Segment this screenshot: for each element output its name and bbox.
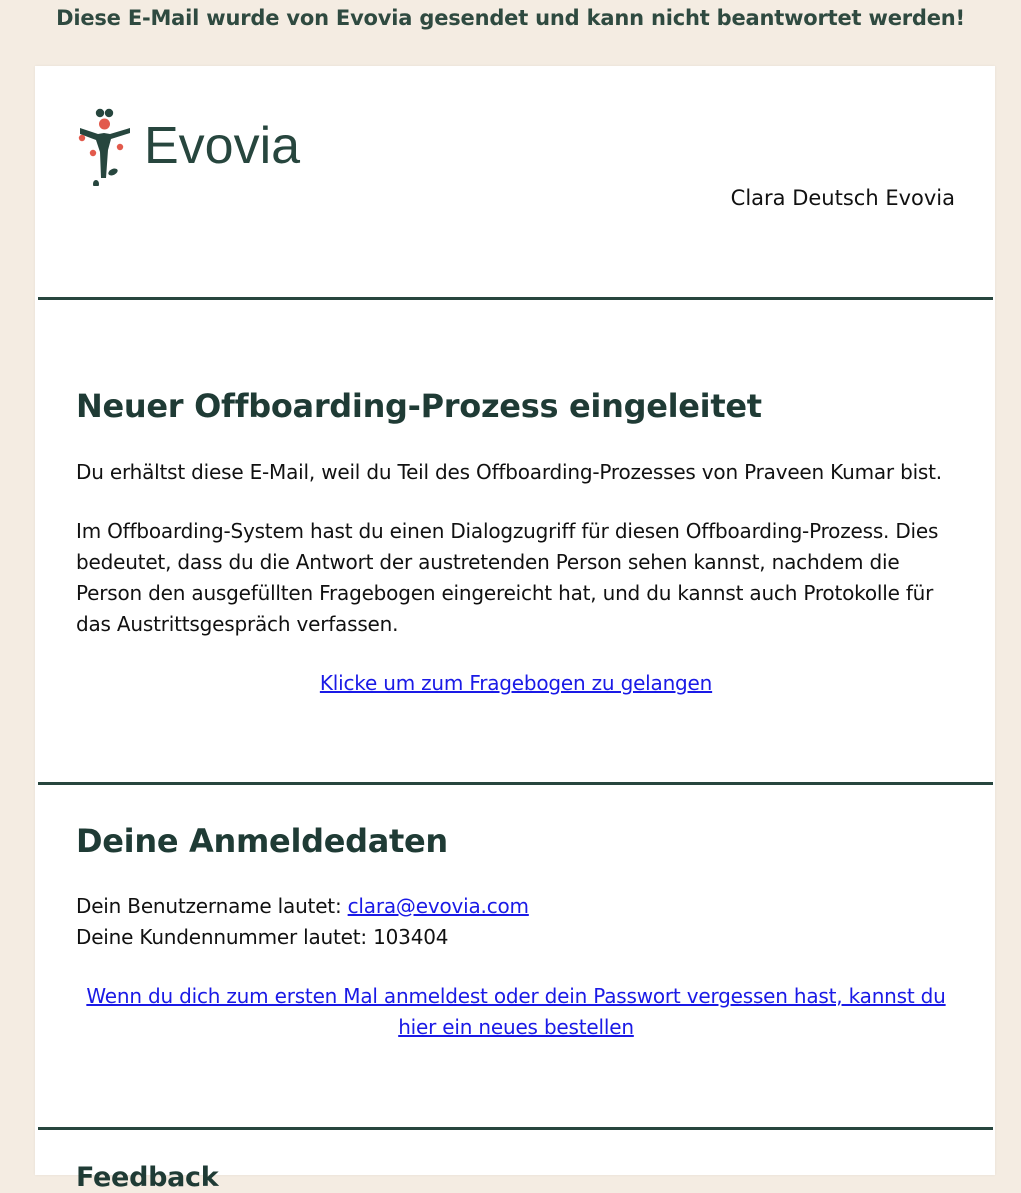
feedback-section [76, 1162, 956, 1193]
offboarding-intro: Du erhältst diese E-Mail, weil du Teil des Offboarding-Prozesses von Praveen Kumar bist. [76, 460, 942, 484]
offboarding-body: Im Offboarding-System hast du einen Dialogzugriff für diesen Offboarding-Prozess. Dies bedeutet, dass du die Antwort der austretenden Person sehen kannst, nachdem die Person den ausgefüllten Fragebogen eingereicht hat, und du kannst auch Protokolle für das Austrittsgespräch verfassen. [76, 519, 939, 636]
person-logo-icon [79, 109, 130, 186]
header-divider [38, 297, 993, 300]
evovia-logo [76, 106, 321, 186]
offboarding-title: Neuer Offboarding-Prozess eingeleitet [76, 387, 762, 425]
username-email-link[interactable]: clara@evovia.com [347, 894, 529, 918]
questionnaire-cta-wrap [76, 668, 956, 699]
credentials-info [76, 891, 956, 953]
password-reset-link[interactable]: Wenn du dich zum ersten Mal anmeldest oder dein Passwort vergessen hast, kannst du hier ein neues bestellen [86, 984, 946, 1039]
email-card [35, 66, 995, 1193]
password-reset-wrap [76, 981, 956, 1043]
questionnaire-link[interactable]: Klicke um zum Fragebogen zu gelangen [319, 671, 713, 695]
credentials-section [76, 822, 956, 860]
feedback-title: Feedback [76, 1162, 219, 1193]
logo-wordmark: Evovia [144, 117, 301, 175]
section-divider-2 [38, 1127, 993, 1130]
offboarding-section [76, 387, 956, 425]
offboarding-intro-wrap [76, 457, 956, 488]
customer-number-value: 103404 [373, 925, 449, 949]
offboarding-body-wrap [76, 516, 956, 640]
customer-number-line [76, 922, 956, 953]
username-line [76, 891, 956, 922]
username-label: Dein Benutzername lautet: [76, 894, 348, 918]
no-reply-notice: Diese E-Mail wurde von Evovia gesendet und kann nicht beantwortet werden! [56, 6, 965, 30]
organization-name: Clara Deutsch Evovia [730, 186, 955, 210]
section-divider-1 [38, 782, 993, 785]
credentials-title: Deine Anmeldedaten [76, 822, 448, 860]
customer-number-label: Deine Kundennummer lautet: [76, 925, 374, 949]
